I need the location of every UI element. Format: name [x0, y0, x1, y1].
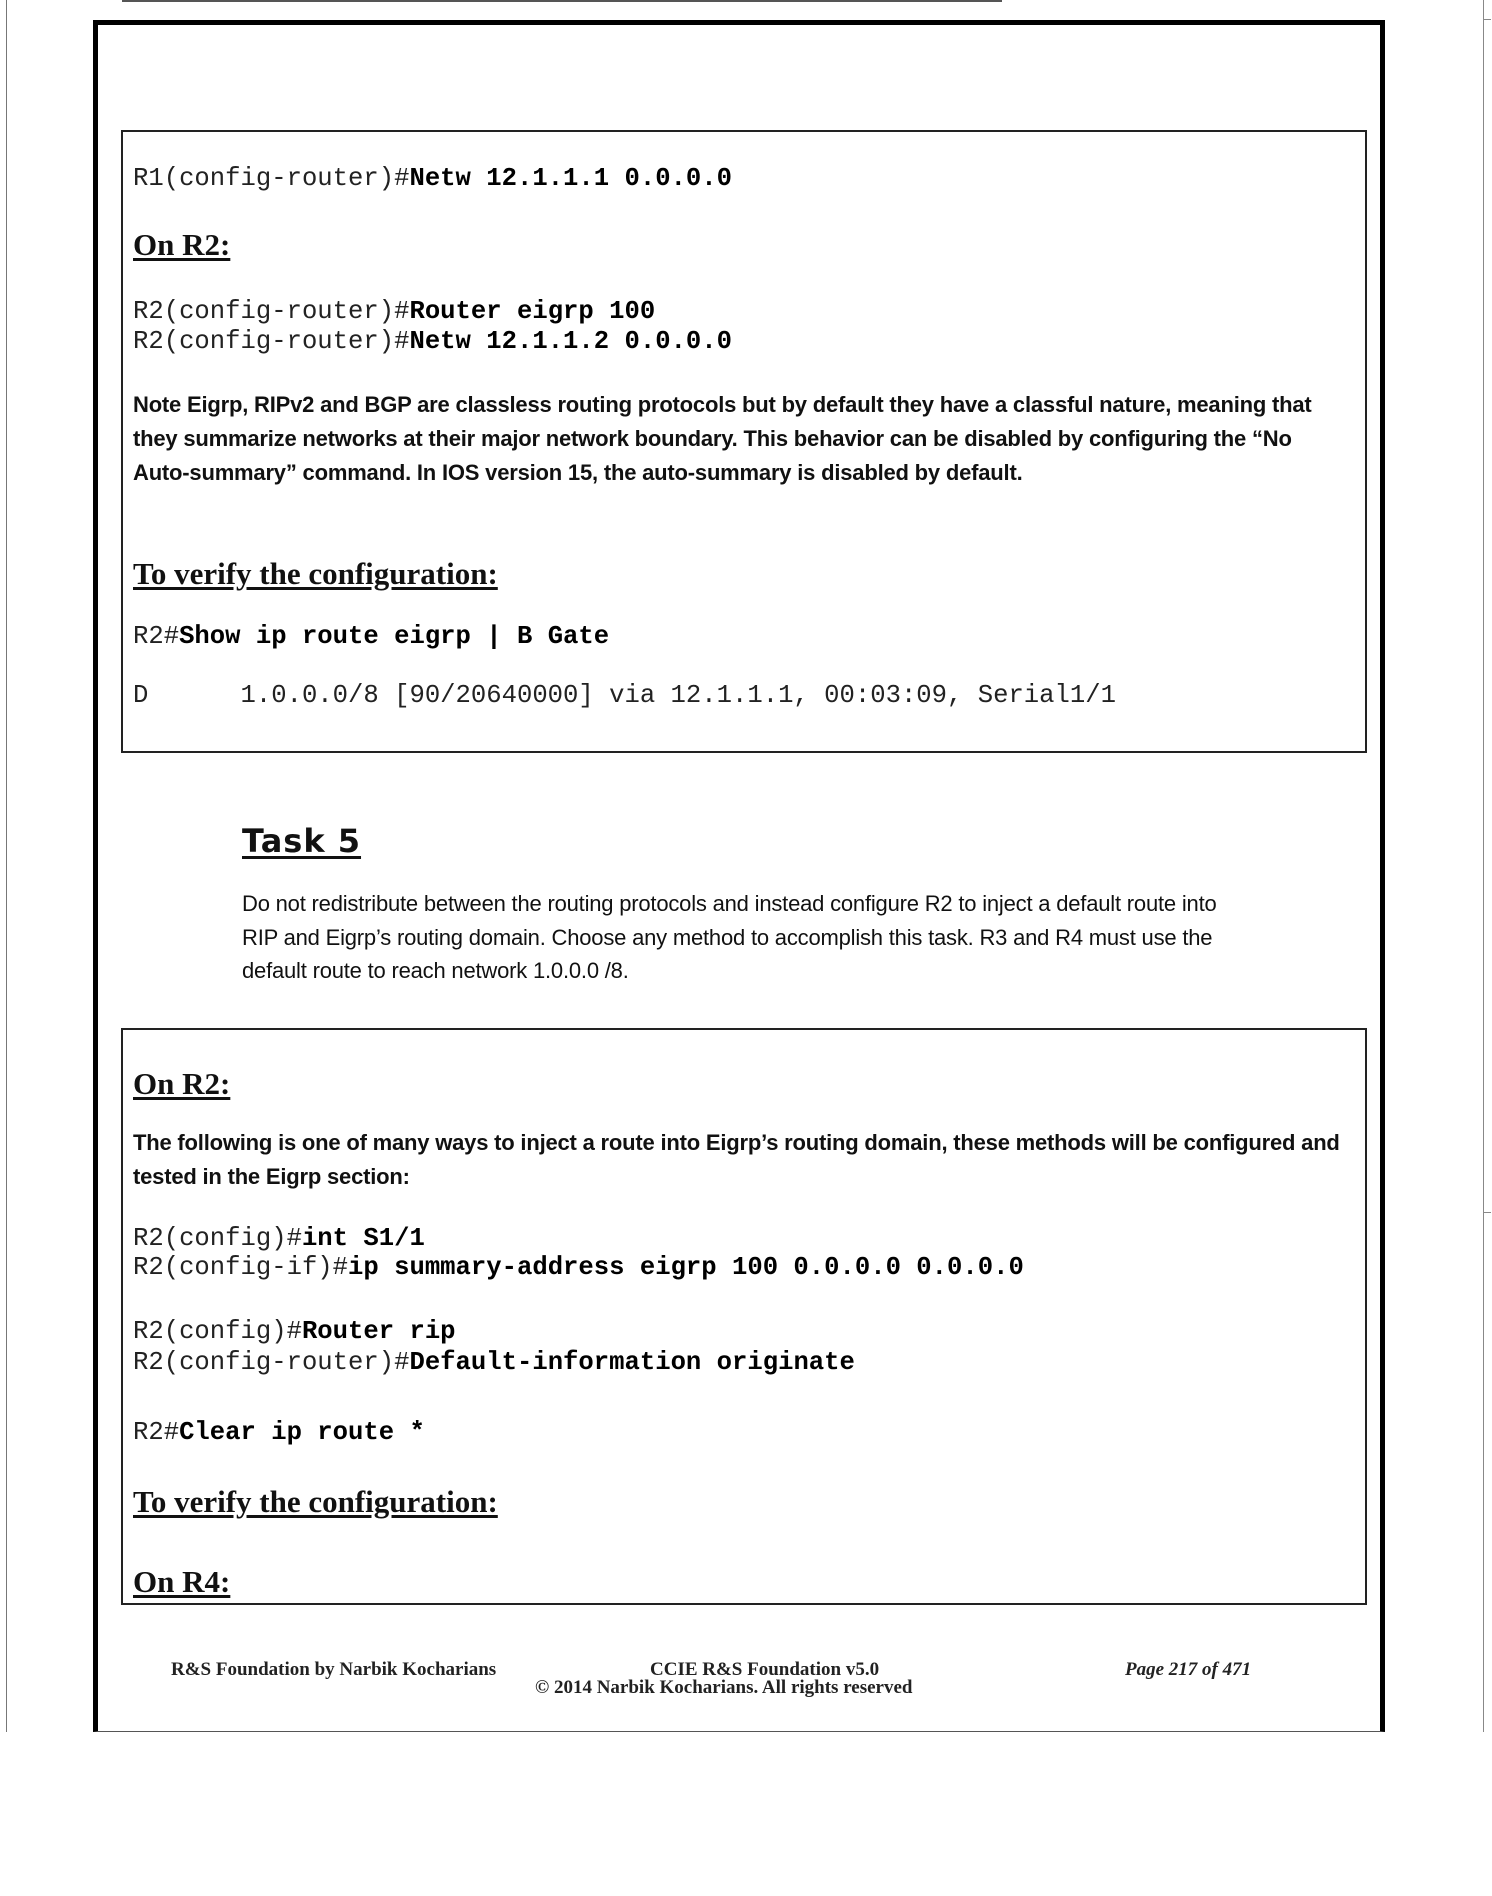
code-line-default-info — [133, 1348, 855, 1377]
code-line-int — [133, 1224, 425, 1253]
scan-artifact-left-line — [6, 0, 7, 1732]
code-prompt: R1(config-router)# — [133, 164, 410, 193]
code-command: Netw 12.1.1.1 0.0.0.0 — [409, 164, 733, 193]
verify-heading: To verify the configuration: — [133, 1484, 498, 1519]
code-command: ip summary-address eigrp 100 0.0.0.0 0.0.0.0 — [348, 1253, 1024, 1282]
code-prompt: R2(config)# — [133, 1224, 302, 1253]
code-prompt: R2(config-router)# — [133, 1348, 410, 1377]
intro-paragraph: The following is one of many ways to inject a route into Eigrp’s routing domain, these methods will be configured and tested in the Eigrp section: — [133, 1130, 1340, 1189]
code-prompt: R2(config-router)# — [133, 297, 410, 326]
footer-page-number: Page 217 of 471 — [1125, 1659, 1252, 1680]
code-command: Show ip route eigrp | B Gate — [179, 622, 610, 651]
code-line-show-route — [133, 622, 609, 651]
scan-artifact-tick — [1483, 1212, 1491, 1213]
code-prompt: R2(config-if)# — [133, 1253, 349, 1282]
footer-left: R&S Foundation by Narbik Kocharians — [171, 1659, 497, 1680]
code-command: Netw 12.1.1.2 0.0.0.0 — [409, 327, 733, 356]
code-line-r2-router — [133, 297, 655, 326]
code-line-r1-netw — [133, 164, 732, 193]
verify-heading: To verify the configuration: — [133, 556, 498, 591]
section-heading-on-r2: On R2: — [133, 1066, 231, 1101]
scan-artifact-right-line — [1483, 0, 1484, 1732]
code-prompt: R2(config)# — [133, 1317, 302, 1346]
code-line-router-rip — [133, 1317, 456, 1346]
code-line-summary-address — [133, 1253, 1024, 1282]
route-output-line: D 1.0.0.0/8 [90/20640000] via 12.1.1.1, 00:03:09, Serial1/1 — [133, 681, 1116, 710]
scan-artifact-top-line — [122, 0, 1002, 2]
code-command: Router eigrp 100 — [409, 297, 656, 326]
code-command: Default-information originate — [409, 1348, 855, 1377]
footer-center: CCIE R&S Foundation v5.0 — [650, 1659, 880, 1680]
code-line-r2-netw — [133, 327, 732, 356]
code-line-clear — [133, 1418, 425, 1447]
code-command: int S1/1 — [301, 1224, 425, 1253]
code-prompt: R2(config-router)# — [133, 327, 410, 356]
task-description: Do not redistribute between the routing protocols and instead configure R2 to inject a default route into RIP and Eigrp’s routing domain. Choose any method to accomplish this task. R3 and R4 must use the default route to reach network 1.0.0.0 /8. — [242, 891, 1217, 983]
section-heading-on-r4: On R4: — [133, 1564, 231, 1599]
scan-artifact-tick — [1483, 19, 1491, 20]
code-command: Router rip — [301, 1317, 456, 1346]
code-command: Clear ip route * — [179, 1418, 425, 1447]
section-heading-on-r2: On R2: — [133, 227, 231, 262]
code-prompt: R2# — [133, 1418, 180, 1447]
footer-copyright: © 2014 Narbik Kocharians. All rights reserved — [535, 1677, 913, 1698]
note-paragraph: Note Eigrp, RIPv2 and BGP are classless routing protocols but by default they have a classful nature, meaning that they summarize networks at their major network boundary. This behavior can be disabled by configuring the “No Auto-summary” command. In IOS version 15, the auto-summary is disabled by default. — [133, 392, 1312, 485]
task-title: Task 5 — [242, 822, 362, 860]
code-prompt: R2# — [133, 622, 180, 651]
